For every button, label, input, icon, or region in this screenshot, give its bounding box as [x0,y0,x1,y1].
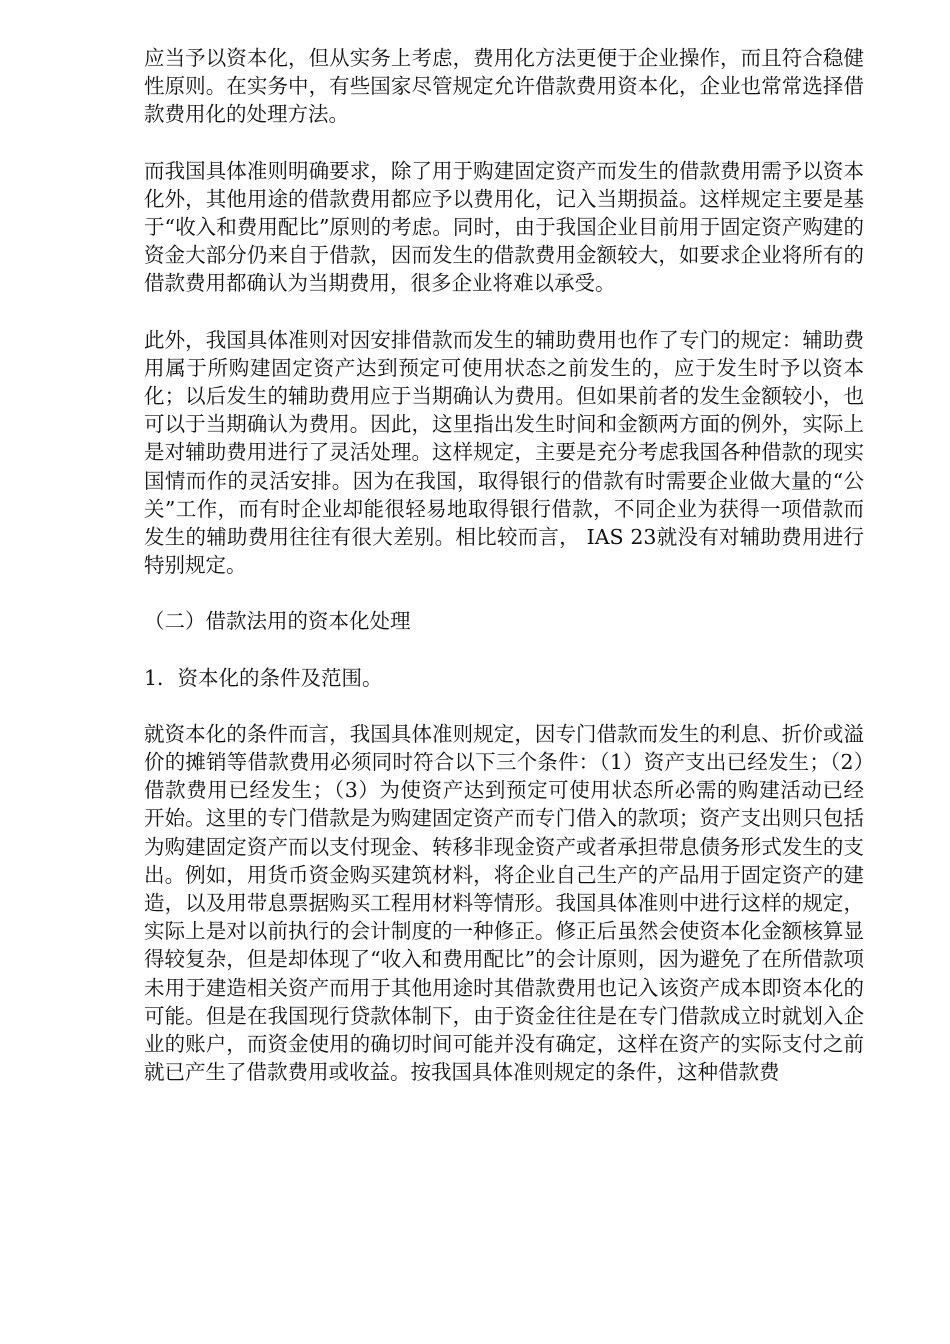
paragraph-china-standard-requirement: 而我国具体准则明确要求，除了用于购建固定资产而发生的借款费用需予以资本化外，其他用途的借款费用都应予以费用化，记入当期损益。这样规定主要是基于“收入和费用配比”原则的考虑。同时，由于我国企业目前用于固定资产购建的资金大部分仍来自于借款，因而发生的借款费用金额较大，如要求企业将所有的借款费用都确认为当期费用，很多企业将难以承受。 [144,158,864,296]
paragraph-capitalization-conditions: 就资本化的条件而言，我国具体准则规定，因专门借款而发生的利息、折价或溢价的摊销等借款费用必须同时符合以下三个条件：（1）资产支出已经发生；（2）借款费用已经发生；（3）为使资产达到预定可使用状态所必需的购建活动已经开始。这里的专门借款是为购建固定资产而专门借入的款项；资产支出则只包括为购建固定资产而以支付现金、转移非现金资产或者承担带息债务形式发生的支出。例如，用货币资金购买建筑材料，将企业自己生产的产品用于固定资产的建造，以及用带息票据购买工程用材料等情形。我国具体准则中进行这样的规定，实际上是对以前执行的会计制度的一种修正。修正后虽然会使资本化金额核算显得较复杂，但是却体现了“收入和费用配比”的会计原则，因为避免了在所借款项未用于建造相关资产而用于其他用途时其借款费用也记入该资产成本即资本化的可能。但是在我国现行贷款体制下，由于资金往往是在专门借款成立时就划入企业的账户，而资金使用的确切时间可能并没有确定，这样在资产的实际支付之前就已产生了借款费用或收益。按我国具体准则规定的条件，这种借款费 [144,721,864,1085]
document-page [144,44,864,1115]
paragraph-auxiliary-costs: 此外，我国具体准则对因安排借款而发生的辅助费用也作了专门的规定：辅助费用属于所购建固定资产达到预定可使用状态之前发生的，应于发生时予以资本化；以后发生的辅助费用应于当期确认为费用。但如果前者的发生金额较小，也可以于当期确认为费用。因此，这里指出发生时间和金额两方面的例外，实际上是对辅助费用进行了灵活处理。这样规定，主要是充分考虑我国各种借款的现实国情而作的灵活安排。因为在我国，取得银行的借款有时需要企业做大量的“公关”工作，而有时企业却能很轻易地取得银行借款，不同企业为获得一项借款而发生的辅助费用往往有很大差别。相比较而言， IAS 23就没有对辅助费用进行特别规定。 [144,327,864,578]
paragraph-capitalization-practice: 应当予以资本化，但从实务上考虑，费用化方法更便于企业操作，而且符合稳健性原则。在实务中，有些国家尽管规定允许借款费用资本化，企业也常常选择借款费用化的处理方法。 [144,46,864,127]
section-heading: （二）借款法用的资本化处理 [144,609,411,634]
subsection-heading: 1．资本化的条件及范围。 [144,665,383,690]
